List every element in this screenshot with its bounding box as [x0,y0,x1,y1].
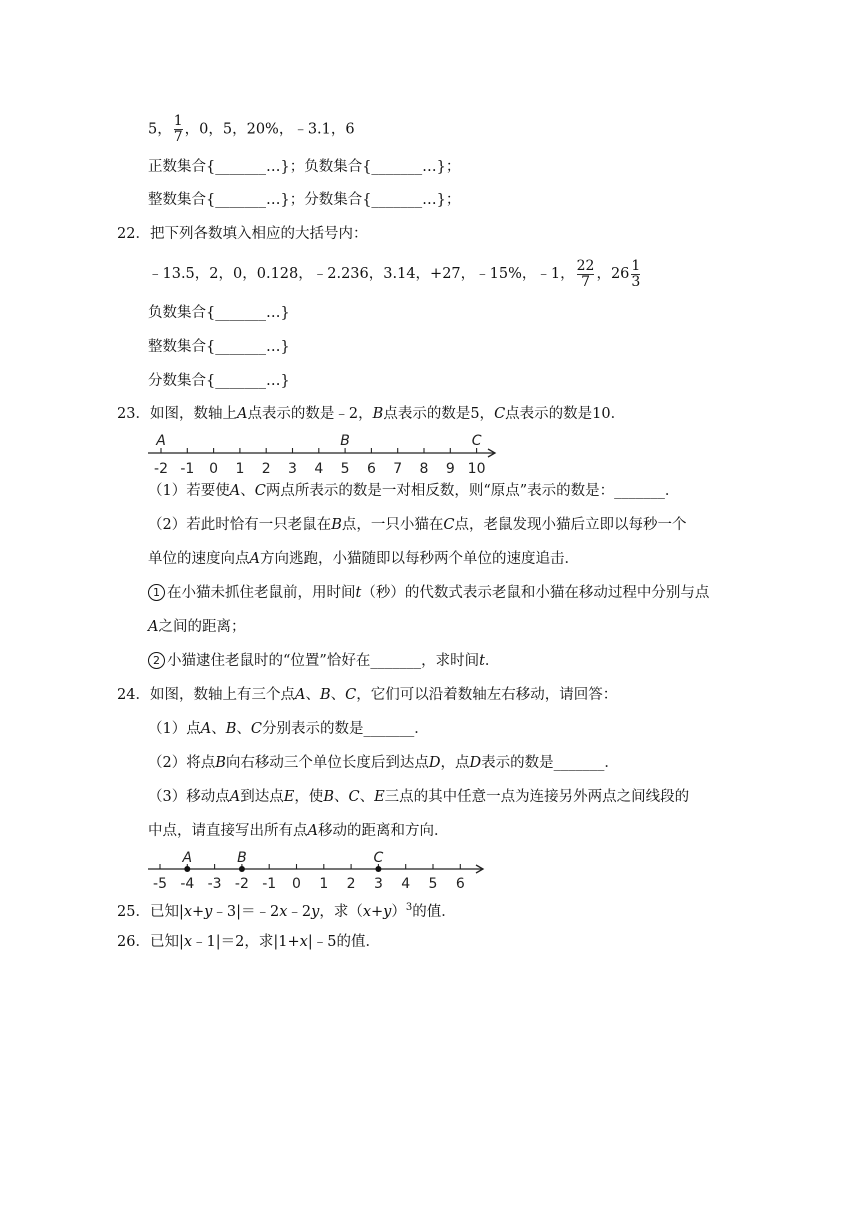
t: 、 [359,789,375,805]
q21-integer-fraction-sets: 整数集合{_______…}；分数集合{_______…}； [148,192,461,208]
t: 分别表示的数是_______． [261,721,429,737]
tick-label: 2 [261,461,271,477]
var-d: D [428,755,441,771]
var-x: x [299,934,308,950]
t: （2）将点 [148,755,216,771]
q22-negative-set: 负数集合{_______…} [148,305,290,321]
point-dot-b [239,866,245,872]
q26 [117,932,380,952]
tick-label: 8 [419,461,429,477]
var-c: C [250,721,262,737]
t: 在小猫未抓住老鼠前，用时间 [167,585,356,601]
q23-part2-line2 [148,549,579,569]
t: ，使 [294,789,324,805]
q23-circle1-line1 [148,583,709,603]
t: 之间的距离； [158,619,246,635]
t: （秒）的代数式表示老鼠和小猫在移动过程中分别与点 [361,585,710,601]
t: 点表示的数是﹣2， [247,406,373,422]
mixed-whole: 26 [610,266,630,282]
point-label-a: A [182,850,193,866]
t: 中点，请直接写出所有点 [148,823,308,839]
var-x: x [279,903,288,920]
tick-label: 5 [340,461,350,477]
frac-denominator: 7 [173,129,183,145]
point-label-b: B [237,850,247,866]
tick-label: 10 [467,461,486,477]
q22-stem: 22．把下列各数填入相应的大括号内： [117,226,368,242]
tick-label: -4 [180,876,195,890]
t: 单位的速度向点 [148,551,250,567]
tick-label: -2 [234,876,249,890]
var-y: y [311,903,320,920]
var-t: t [355,585,362,601]
q22-sep: ， [596,266,611,282]
t: 方向逃跑，小猫随即以每秒两个单位的速度追击． [259,551,579,567]
t: 到达点 [240,789,284,805]
q21-numbers [148,114,355,145]
t: |﹣5的值． [307,934,380,950]
tick-label: 7 [393,461,403,477]
var-a: A [229,483,241,499]
t: 25．已知| [117,903,184,920]
t: 、 [330,687,346,703]
t: ，求（ [319,903,363,920]
t: 向右移动三个单位长度后到达点 [225,755,429,771]
point-dot-c [375,866,381,872]
var-b: B [323,789,334,805]
q21-fraction [174,114,183,145]
tick-label: 3 [373,876,383,890]
tick-label: 0 [292,876,301,890]
t: ﹣3|＝﹣2 [212,903,280,920]
t: 点表示的数是10． [505,406,626,422]
tick-label: 2 [346,876,356,890]
q21-positive-negative-sets: 正数集合{_______…}；负数集合{_______…}； [148,159,461,175]
var-c: C [345,687,357,703]
q23-stem [117,404,625,424]
tick-label: 4 [401,876,411,890]
t: 移动的距离和方向． [317,823,449,839]
t: ） [391,903,406,920]
q25 [117,898,456,922]
var-b: B [225,721,237,737]
var-c: C [494,406,506,422]
var-x: x [183,934,193,950]
t: （3）移动点 [148,789,230,805]
t: ﹣1|＝2，求|1+ [192,934,300,950]
circled-1: 1 [148,584,165,601]
tick-label: 1 [235,461,245,477]
var-a: A [249,551,260,567]
t: ﹣2 [287,903,312,920]
frac-denominator: 3 [631,273,641,290]
var-t: t [479,653,485,669]
frac-denominator: 7 [581,273,590,290]
frac-numerator: 1 [631,257,641,274]
q23-circle1-line2 [148,617,245,637]
t: （1）点 [148,721,201,737]
t: 点，一只小猫在 [341,517,444,533]
t: 三点的其中任意一点为连接另外两点之间线段的 [384,789,690,805]
q24-number-line [143,848,488,890]
q22-fraction-22-7 [577,259,595,290]
tick-label: -3 [207,876,222,890]
t: 23．如图，数轴上 [117,406,237,422]
q21-num-pre: 5， [148,121,172,138]
tick-label: -5 [153,876,167,890]
t: ，点 [440,755,470,771]
q22-fraction-set: 分数集合{_______…} [148,373,290,389]
t: 、 [333,789,349,805]
t: 26．已知| [117,934,184,950]
q23-part1 [148,481,679,501]
tick-label: -1 [262,876,277,890]
tick-label: 5 [428,876,438,890]
t: 表示的数是_______． [481,755,619,771]
var-b: B [215,755,226,771]
var-a: A [294,687,306,703]
t: 、 [211,721,226,737]
t: 24．如图，数轴上有三个点 [117,687,295,703]
q24-part2 [148,753,619,773]
q23-part2-line1 [148,515,687,535]
t: （1）若要使 [148,483,230,499]
point-label-b: B [340,433,350,449]
tick-label: -1 [180,461,195,477]
t: 两点所表示的数是一对相反数，则“原点”表示的数是：_______． [265,483,680,499]
tick-label: 3 [288,461,297,477]
var-a: A [200,721,212,737]
exponent: 3 [405,902,413,913]
point-label-a: A [156,433,166,449]
var-a: A [307,823,318,839]
tick-label: -2 [154,461,168,477]
tick-label: 4 [314,461,324,477]
t: （2）若此时恰有一只老鼠在 [148,517,332,533]
frac-numerator: 1 [173,113,183,129]
q24-part1 [148,719,429,739]
var-xy: x+y [183,903,213,920]
var-c: C [348,789,360,805]
t: 点，老鼠发现小猫后立即以每秒一个 [454,517,687,533]
circled-2: 2 [148,652,165,669]
t: 的值． [412,903,456,920]
var-b: B [372,406,384,422]
q22-mixed-fraction [631,259,640,290]
q24-part3-line1 [148,787,689,807]
t: ． [484,653,500,669]
var-e: E [374,789,385,805]
q21-num-post: ，0，5，20%，﹣3.1，6 [184,121,355,138]
t: ，它们可以沿着数轴左右移动，请回答： [356,687,618,703]
tick-label: 6 [455,876,465,890]
q24-stem [117,685,617,705]
t: 点表示的数是5， [383,406,495,422]
var-xy: x+y [362,903,392,920]
t: 小猫逮住老鼠时的“位置”恰好在_______，求时间 [167,653,480,669]
var-d: D [469,755,482,771]
var-a: A [229,789,241,805]
point-label-c: C [471,433,482,449]
q22-integer-set: 整数集合{_______…} [148,339,290,355]
var-b: B [319,687,331,703]
tick-label: 6 [366,461,376,477]
var-a: A [236,406,248,422]
var-c: C [254,483,266,499]
q23-number-line [140,428,500,478]
tick-label: 1 [319,876,329,890]
var-a: A [148,619,159,635]
point-label-c: C [373,850,384,866]
q22-numbers [148,256,642,292]
t: 、 [305,687,320,703]
frac-numerator: 22 [576,257,595,274]
tick-label: 0 [209,461,219,477]
q23-circle2 [148,651,499,671]
var-c: C [443,517,455,533]
q24-part3-line2 [148,821,448,841]
point-dot-a [184,866,190,872]
var-e: E [283,789,295,805]
t: 、 [236,721,251,737]
var-b: B [331,517,342,533]
t: 、 [240,483,255,499]
q22-number-list: ﹣13.5，2，0，0.128，﹣2.236，3.14，+27，﹣15%，﹣1， [148,266,575,282]
tick-label: 9 [445,461,455,477]
